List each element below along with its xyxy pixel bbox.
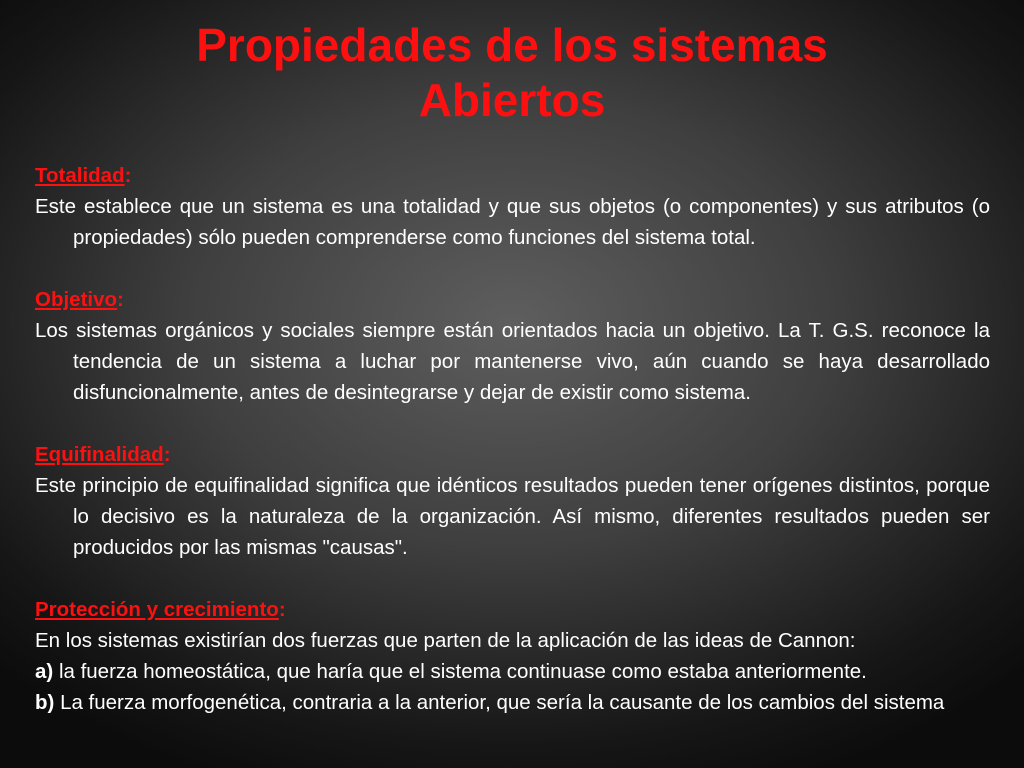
heading-proteccion: Protección y crecimiento (35, 598, 279, 621)
paragraph-proteccion-intro: En los sistemas existirían dos fuerzas que parten de la aplicación de las ideas de Cannon: (35, 629, 856, 652)
paragraph-objetivo: Los sistemas orgánicos y sociales siempre están orientados hacia un objetivo. La T. G.S. reconoce la tendencia de un sistema a luchar por mantenerse vivo, aún cuando se haya desarrollado disfuncionalmente, antes de desintegrarse y dejar de existir como sistema. (35, 319, 990, 404)
list-item-b-label: b) (35, 691, 55, 714)
section-heading-totalidad (35, 160, 990, 191)
heading-equifinalidad: Equifinalidad (35, 443, 164, 466)
slide-title-line-2: Abiertos (418, 74, 606, 126)
section-equifinalidad (35, 439, 990, 563)
slide-title (0, 18, 1024, 128)
paragraph-equifinalidad: Este principio de equifinalidad significa que idénticos resultados pueden tener orígenes distintos, porque lo decisivo es la naturaleza de la organización. Así mismo, diferentes resultados pueden ser producidos por las mismas "causas". (35, 474, 990, 559)
heading-colon: : (124, 164, 132, 187)
slide-title-line-1: Propiedades de los sistemas (196, 19, 828, 71)
heading-objetivo: Objetivo (35, 288, 118, 311)
section-heading-equifinalidad (35, 439, 990, 470)
paragraph-totalidad: Este establece que un sistema es una totalidad y que sus objetos (o componentes) y sus atributos (o propiedades) sólo pueden comprenderse como funciones del sistema total. (35, 195, 990, 249)
list-item-b (35, 687, 990, 718)
section-proteccion (35, 594, 990, 718)
heading-colon: : (117, 288, 124, 311)
section-objetivo (35, 284, 990, 408)
list-item-a (35, 656, 990, 687)
heading-colon: : (163, 443, 171, 466)
section-heading-proteccion (35, 594, 990, 625)
list-item-a-text: la fuerza homeostática, que haría que el sistema continuase como estaba anteriormente. (58, 660, 867, 683)
heading-totalidad: Totalidad (35, 164, 125, 187)
section-heading-objetivo (35, 284, 990, 315)
heading-colon: : (278, 598, 286, 621)
list-item-a-label: a) (35, 660, 54, 683)
section-totalidad (35, 160, 990, 253)
slide-content (35, 160, 990, 718)
list-item-b-text: La fuerza morfogenética, contraria a la anterior, que sería la causante de los cambios del sistema (60, 691, 945, 714)
